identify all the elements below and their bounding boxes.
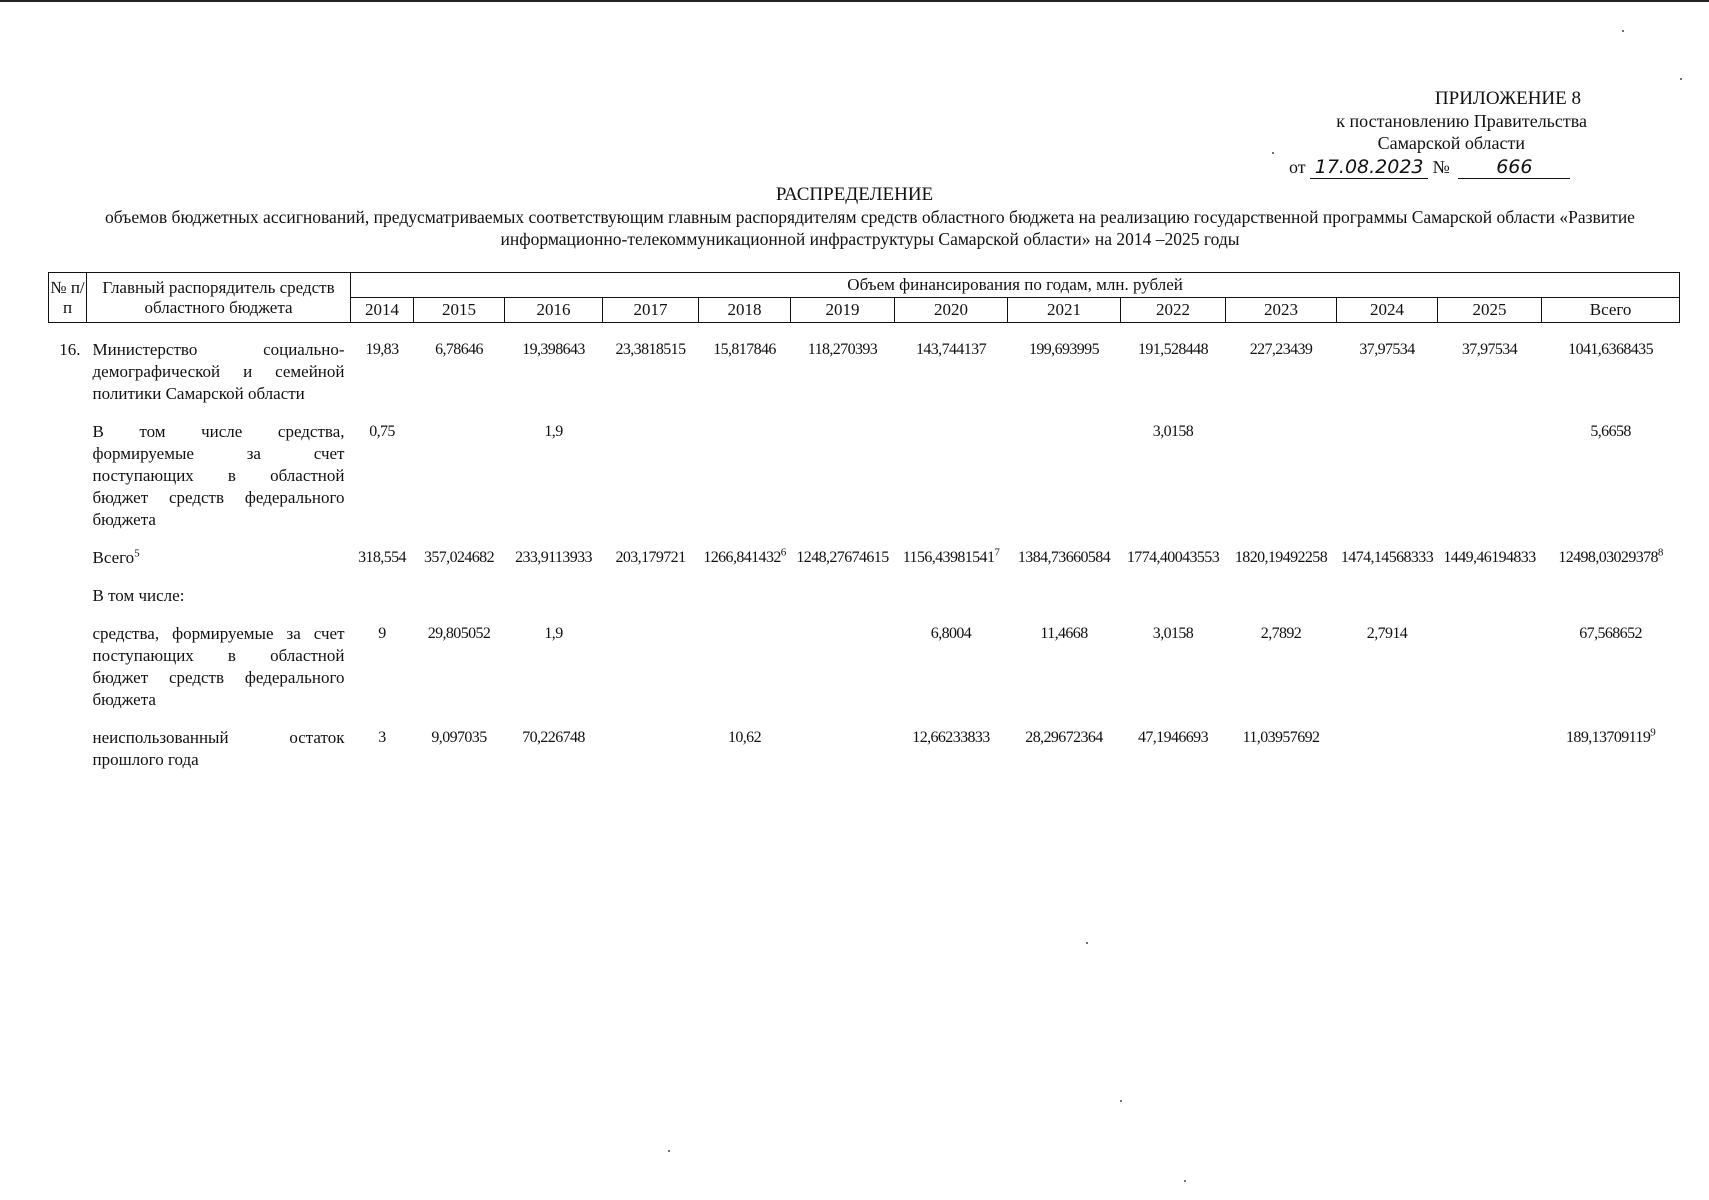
table-row (49, 547, 1680, 569)
cell-value: 1266,841432 (703, 549, 781, 566)
cell-value: 67,568652 (1579, 625, 1642, 642)
value-cell (351, 727, 414, 771)
document-title: РАСПРЕДЕЛЕНИЕ (775, 184, 934, 205)
value-cell (1008, 339, 1121, 405)
annex-block (1287, 88, 1587, 179)
value-cell (895, 547, 1008, 569)
row-name: В том числе: (92, 586, 185, 605)
value-cell (603, 339, 699, 405)
value-cell (699, 727, 791, 771)
cell-value: 37,97534 (1461, 341, 1518, 358)
value-cell (791, 727, 895, 771)
value-cell (1438, 727, 1542, 771)
footnote-mark: 7 (994, 546, 1000, 559)
header-year: 2023 (1226, 298, 1337, 323)
header-num: № п/п (49, 273, 87, 323)
value-cell (1542, 585, 1680, 607)
cell-value: 1449,46194833 (1443, 549, 1536, 566)
value-cell (1226, 339, 1337, 405)
handwritten-number: 666 (1458, 156, 1570, 179)
value-cell (791, 547, 895, 569)
value-cell (414, 727, 505, 771)
scan-speck (1680, 78, 1682, 80)
value-cell (603, 547, 699, 569)
cell-value: 357,024682 (423, 549, 494, 566)
footnote-mark: 6 (780, 546, 786, 559)
value-cell (1438, 421, 1542, 531)
value-cell (414, 547, 505, 569)
handwritten-date: 17.08.2023 (1310, 156, 1428, 179)
cell-value: 1156,43981541 (902, 549, 995, 566)
value-cell (414, 339, 505, 405)
value-cell (351, 547, 414, 569)
cell-value: 19,83 (365, 341, 399, 358)
value-cell (505, 547, 603, 569)
value-cell (1121, 623, 1226, 711)
row-spacer (49, 607, 1680, 623)
value-cell (1337, 727, 1438, 771)
cell-value: 233,9113933 (515, 549, 592, 566)
header-year: 2017 (603, 298, 699, 323)
header-year: 2015 (414, 298, 505, 323)
scan-speck (1086, 942, 1088, 944)
value-cell (1121, 585, 1226, 607)
cell-value: 1774,40043553 (1126, 549, 1220, 566)
row-number (49, 623, 87, 711)
value-cell (895, 339, 1008, 405)
value-cell (414, 421, 505, 531)
table-row (49, 421, 1680, 531)
row-name-cell (87, 547, 351, 569)
value-cell (1337, 421, 1438, 531)
cell-value: 191,528448 (1137, 341, 1208, 358)
value-cell (603, 585, 699, 607)
value-cell (1337, 339, 1438, 405)
table-body (49, 323, 1680, 772)
header-year: 2016 (505, 298, 603, 323)
value-cell (1121, 727, 1226, 771)
cell-value: 15,817846 (713, 341, 776, 358)
value-cell (1121, 421, 1226, 531)
row-number (49, 547, 87, 569)
value-cell (351, 623, 414, 711)
value-cell (505, 585, 603, 607)
row-name-cell (87, 585, 351, 607)
cell-value: 70,226748 (522, 729, 585, 746)
value-cell (505, 421, 603, 531)
value-cell (1121, 339, 1226, 405)
value-cell (699, 547, 791, 569)
cell-value: 199,693995 (1028, 341, 1099, 358)
value-cell (791, 623, 895, 711)
cell-value: 1384,73660584 (1017, 549, 1111, 566)
value-cell (1542, 421, 1680, 531)
cell-value: 28,29672364 (1025, 729, 1103, 746)
header-year: 2022 (1121, 298, 1226, 323)
cell-value: 23,3818515 (615, 341, 686, 358)
header-year: 2014 (351, 298, 414, 323)
value-cell (1121, 547, 1226, 569)
cell-value: 6,8004 (930, 625, 972, 642)
cell-value: 6,78646 (435, 341, 483, 358)
footnote-mark: 9 (1650, 726, 1656, 739)
value-cell (1542, 547, 1680, 569)
cell-value: 189,13709119 (1566, 729, 1651, 746)
cell-value: 3,0158 (1152, 625, 1194, 642)
cell-value: 12498,03029378 (1558, 549, 1658, 566)
row-name: средства, формируемые за счет поступающих в областной бюджет средств федерального бюджета (92, 624, 345, 709)
value-cell (791, 339, 895, 405)
header-year: 2025 (1438, 298, 1542, 323)
row-spacer (49, 531, 1680, 547)
annex-date-line (1287, 156, 1587, 179)
value-cell (505, 727, 603, 771)
cell-value: 1820,19492258 (1234, 549, 1328, 566)
header-year: 2024 (1337, 298, 1438, 323)
row-name: Всего (92, 548, 135, 567)
spacer-cell (49, 569, 1680, 585)
row-number (49, 585, 87, 607)
cell-value: 1474,14568333 (1340, 549, 1434, 566)
row-name: Министерство социально-демографической и семейной политики Самарской области (92, 340, 345, 403)
value-cell (1008, 623, 1121, 711)
spacer-cell (49, 531, 1680, 547)
value-cell (505, 339, 603, 405)
document-subtitle: объемов бюджетных ассигнований, предусматриваемых соответствующим главным распорядителям средств областного бюджета на реализацию государственной программы Самарской области «Развитие информационно-телекоммуникационной инфраструктуры Самарской области» на 2014 –2025 годы (105, 207, 1635, 249)
cell-value: 9,097035 (431, 729, 487, 746)
value-cell (699, 421, 791, 531)
value-cell (1008, 421, 1121, 531)
value-cell (1008, 727, 1121, 771)
value-cell (1337, 585, 1438, 607)
value-cell (351, 339, 414, 405)
value-cell (351, 585, 414, 607)
table-row (49, 339, 1680, 405)
header-year: 2019 (791, 298, 895, 323)
table-row (49, 585, 1680, 607)
row-name: неиспользованный остаток прошлого года (92, 728, 345, 769)
header-year: 2018 (699, 298, 791, 323)
value-cell (1542, 623, 1680, 711)
row-name-cell (87, 623, 351, 711)
value-cell (1438, 623, 1542, 711)
annex-line-2: Самарской области (1377, 133, 1525, 153)
cell-value: 29,805052 (427, 625, 491, 642)
value-cell (1008, 547, 1121, 569)
row-spacer (49, 711, 1680, 727)
footnote-mark: 5 (134, 547, 140, 560)
header-total: Всего (1542, 298, 1680, 323)
cell-value: 1,9 (544, 423, 563, 440)
value-cell (1438, 339, 1542, 405)
value-cell (1226, 547, 1337, 569)
value-cell (1226, 623, 1337, 711)
header-year: 2020 (895, 298, 1008, 323)
scan-speck (668, 1150, 670, 1152)
scan-speck (1184, 1180, 1186, 1182)
header-year: 2021 (1008, 298, 1121, 323)
value-cell (1226, 585, 1337, 607)
spacer-cell (49, 711, 1680, 727)
cell-value: 11,03957692 (1242, 729, 1320, 746)
table-row (49, 623, 1680, 711)
value-cell (699, 585, 791, 607)
cell-value: 118,270393 (807, 341, 878, 358)
cell-value: 11,4668 (1040, 625, 1088, 642)
cell-value: 9 (378, 625, 386, 642)
cell-value: 1,9 (544, 625, 563, 642)
row-spacer (49, 405, 1680, 421)
spacer-cell (49, 607, 1680, 623)
scan-speck (1272, 152, 1274, 154)
value-cell (895, 421, 1008, 531)
value-cell (791, 585, 895, 607)
value-cell (699, 339, 791, 405)
value-cell (603, 727, 699, 771)
cell-value: 37,97534 (1359, 341, 1415, 358)
value-cell (699, 623, 791, 711)
header-funding: Объем финансирования по годам, млн. рублей (351, 273, 1680, 298)
cell-value: 12,66233833 (912, 729, 990, 746)
value-cell (1438, 547, 1542, 569)
number-prefix: № (1432, 157, 1450, 177)
cell-value: 3 (378, 729, 386, 746)
cell-value: 47,1946693 (1137, 729, 1208, 746)
value-cell (414, 623, 505, 711)
spacer-cell (49, 405, 1680, 421)
value-cell (351, 421, 414, 531)
top-border-line (0, 0, 1709, 2)
annex-line-1: к постановлению Правительства (1336, 111, 1587, 131)
value-cell (1226, 727, 1337, 771)
cell-value: 2,7914 (1366, 625, 1408, 642)
value-cell (1542, 339, 1680, 405)
value-cell (1438, 585, 1542, 607)
row-number: 16. (59, 340, 81, 359)
scan-speck (1622, 30, 1624, 32)
cell-value: 203,179721 (615, 549, 686, 566)
value-cell (505, 623, 603, 711)
value-cell (603, 421, 699, 531)
value-cell (791, 421, 895, 531)
value-cell (603, 623, 699, 711)
cell-value: 1248,27674615 (796, 549, 889, 566)
row-number (49, 421, 87, 531)
cell-value: 0,75 (369, 423, 395, 440)
cell-value: 143,744137 (915, 341, 986, 358)
footnote-mark: 8 (1657, 546, 1663, 559)
cell-value: 10,62 (727, 729, 761, 746)
row-spacer (49, 323, 1680, 340)
row-name-cell (87, 727, 351, 771)
value-cell (1008, 585, 1121, 607)
cell-value: 227,23439 (1249, 341, 1313, 358)
table-row (49, 727, 1680, 771)
value-cell (1337, 623, 1438, 711)
cell-value: 1041,6368435 (1568, 341, 1653, 358)
header-manager: Главный распорядитель средств областного бюджета (87, 273, 351, 323)
budget-table (48, 272, 1680, 771)
date-prefix: от (1289, 157, 1306, 177)
value-cell (895, 585, 1008, 607)
cell-value: 3,0158 (1152, 423, 1194, 440)
cell-value: 2,7892 (1260, 625, 1302, 642)
value-cell (1226, 421, 1337, 531)
value-cell (1337, 547, 1438, 569)
value-cell (414, 585, 505, 607)
row-number (49, 727, 87, 771)
cell-value: 5,6658 (1590, 423, 1631, 440)
row-name: В том числе средства, формируемые за счет поступающих в областной бюджет средств федерального бюджета (92, 422, 345, 529)
cell-value: 19,398643 (522, 341, 585, 358)
spacer-cell (49, 323, 1680, 340)
cell-value: 318,554 (358, 549, 406, 566)
annex-title: ПРИЛОЖЕНИЕ 8 (1434, 88, 1581, 109)
row-name-cell (87, 421, 351, 531)
value-cell (1542, 727, 1680, 771)
row-spacer (49, 569, 1680, 585)
value-cell (895, 623, 1008, 711)
scan-speck (1120, 1100, 1122, 1102)
table-header (49, 273, 1680, 323)
row-name-cell (87, 339, 351, 405)
value-cell (895, 727, 1008, 771)
